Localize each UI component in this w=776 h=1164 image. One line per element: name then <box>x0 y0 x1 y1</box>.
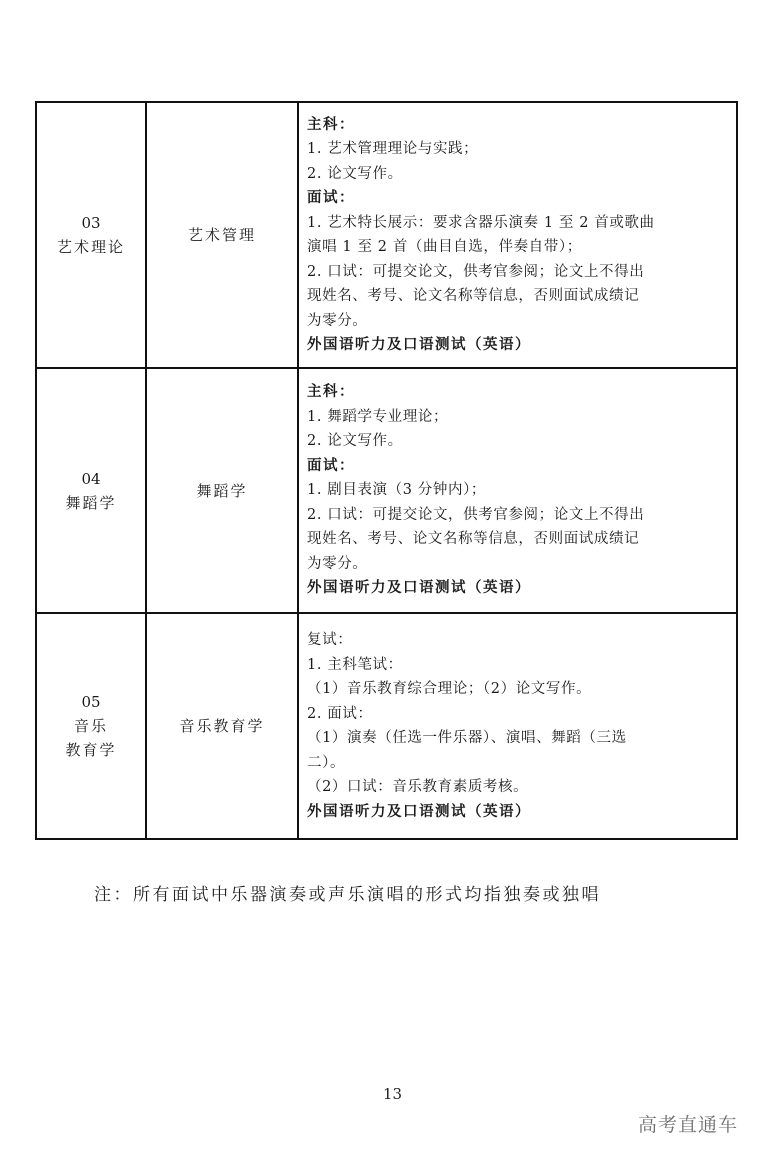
content-line: 1. 剧目表演（3 分钟内）； <box>307 482 487 499</box>
category-name-line2: 教育学 <box>65 741 117 759</box>
content-line: （2）口试：音乐教育素质考核。 <box>307 779 529 795</box>
exam-content-cell <box>298 613 737 839</box>
page-number: 13 <box>383 1085 403 1103</box>
section-heading: 面试： <box>307 190 355 206</box>
foreign-language-test: 外国语听力及口语测试（英语） <box>307 337 531 353</box>
category-name-line1: 音乐 <box>73 717 108 735</box>
category-cell <box>36 368 146 613</box>
category-cell <box>36 613 146 839</box>
section-heading: 复试： <box>307 632 353 648</box>
content-line: 2. 口试：可提交论文，供考官参阅；论文上不得出 <box>307 506 645 523</box>
category-name: 舞蹈学 <box>65 493 117 512</box>
content-line: 2. 面试： <box>307 705 373 722</box>
category-cell <box>36 102 146 368</box>
major-name: 音乐教育学 <box>179 717 265 735</box>
content-line: 现姓名、考号、论文名称等信息，否则面试成绩记 <box>307 288 640 304</box>
content-line: （1）演奏（任选一件乐器）、演唱、舞蹈（三选 <box>307 730 627 746</box>
table-row <box>36 368 737 613</box>
watermark: 高考直通车 <box>638 1114 739 1136</box>
content-line: 演唱 1 至 2 首（曲目自选，伴奏自带）； <box>307 239 582 255</box>
category-code: 05 <box>81 693 101 711</box>
major-name: 舞蹈学 <box>196 481 248 500</box>
section-heading: 面试： <box>307 457 355 474</box>
exam-subjects-table <box>35 101 738 840</box>
content-line: 1. 主科笔试： <box>307 656 403 673</box>
content-line: 1. 艺术管理理论与实践； <box>307 141 479 157</box>
section-heading: 主科： <box>307 384 355 401</box>
content-line: 为零分。 <box>307 312 368 329</box>
foreign-language-test: 外国语听力及口语测试（英语） <box>307 803 531 820</box>
content-line: 现姓名、考号、论文名称等信息，否则面试成绩记 <box>307 531 640 548</box>
category-code: 03 <box>81 214 101 232</box>
major-name: 艺术管理 <box>187 226 256 244</box>
major-cell <box>146 613 298 839</box>
content-line: （1）音乐教育综合理论；（2）论文写作。 <box>307 681 592 697</box>
category-code: 04 <box>81 469 101 488</box>
content-line: 为零分。 <box>307 555 368 572</box>
footnote: 注：所有面试中乐器演奏或声乐演唱的形式均指独奏或独唱 <box>94 885 601 905</box>
category-name: 艺术理论 <box>56 238 125 256</box>
major-cell <box>146 368 298 613</box>
content-line: 2. 论文写作。 <box>307 165 403 182</box>
content-line: 2. 论文写作。 <box>307 433 403 450</box>
content-line: 1. 艺术特长展示：要求含器乐演奏 1 至 2 首或歌曲 <box>307 214 655 231</box>
table-row <box>36 613 737 839</box>
major-cell <box>146 102 298 368</box>
content-line: 1. 舞蹈学专业理论； <box>307 408 449 425</box>
table-row <box>36 102 737 368</box>
exam-content-cell <box>298 368 737 613</box>
section-heading: 主科： <box>307 116 355 133</box>
foreign-language-test: 外国语听力及口语测试（英语） <box>307 580 531 597</box>
content-line: 2. 口试：可提交论文，供考官参阅；论文上不得出 <box>307 263 645 280</box>
content-line: 二）。 <box>307 754 346 771</box>
exam-content-cell <box>298 102 737 368</box>
